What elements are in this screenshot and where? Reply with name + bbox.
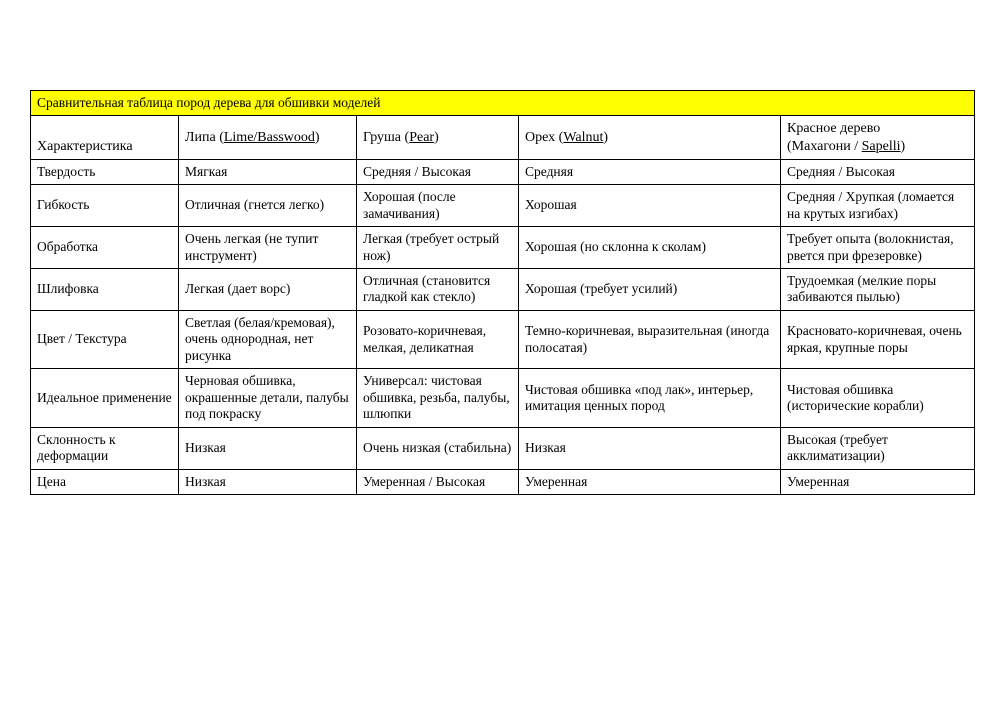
column-header-walnut [519, 116, 781, 159]
column-header-characteristic: Характеристика [31, 116, 179, 159]
cell-characteristic: Склонность к деформации [31, 427, 179, 469]
column-header-walnut-tail: ) [603, 130, 609, 145]
cell-characteristic: Шлифовка [31, 268, 179, 310]
table-header-row [31, 116, 975, 159]
column-header-mahogany-line2-main: (Махагони / [787, 138, 862, 154]
cell-pear: Легкая (требует острый нож) [357, 227, 519, 269]
cell-characteristic: Цвет / Текстура [31, 310, 179, 368]
cell-lime: Мягкая [179, 159, 357, 184]
cell-walnut: Хорошая (но склонна к сколам) [519, 227, 781, 269]
wood-comparison-table [30, 90, 975, 495]
column-header-walnut-main: Орех ( [525, 130, 564, 145]
cell-characteristic: Цена [31, 469, 179, 494]
cell-mahogany: Требует опыта (волокнистая, рвется при фрезеровке) [781, 227, 975, 269]
cell-walnut: Чистовая обшивка «под лак», интерьер, имитация ценных пород [519, 369, 781, 427]
cell-walnut: Низкая [519, 427, 781, 469]
column-header-mahogany-line1: Красное дерево [787, 121, 881, 137]
column-header-mahogany [781, 116, 975, 159]
cell-characteristic: Гибкость [31, 185, 179, 227]
cell-characteristic: Твердость [31, 159, 179, 184]
cell-lime: Низкая [179, 427, 357, 469]
cell-pear: Хорошая (после замачивания) [357, 185, 519, 227]
table-row [31, 159, 975, 184]
cell-lime: Светлая (белая/кремовая), очень однородная, нет рисунка [179, 310, 357, 368]
column-header-lime-underlined: Lime/Basswood [223, 130, 315, 145]
cell-characteristic: Обработка [31, 227, 179, 269]
table-row [31, 310, 975, 368]
cell-pear: Универсал: чистовая обшивка, резьба, палубы, шлюпки [357, 369, 519, 427]
cell-characteristic: Идеальное применение [31, 369, 179, 427]
column-header-lime-tail: ) [314, 130, 320, 145]
table-row [31, 469, 975, 494]
column-header-lime [179, 116, 357, 159]
cell-mahogany: Чистовая обшивка (исторические корабли) [781, 369, 975, 427]
cell-pear: Очень низкая (стабильна) [357, 427, 519, 469]
cell-mahogany: Красновато-коричневая, очень яркая, крупные поры [781, 310, 975, 368]
cell-pear: Отличная (становится гладкой как стекло) [357, 268, 519, 310]
cell-mahogany: Средняя / Высокая [781, 159, 975, 184]
cell-pear: Средняя / Высокая [357, 159, 519, 184]
table-row [31, 427, 975, 469]
column-header-mahogany-line2-tail: ) [900, 138, 906, 154]
column-header-pear-underlined: Pear [409, 130, 435, 145]
cell-pear: Розовато-коричневая, мелкая, деликатная [357, 310, 519, 368]
cell-mahogany: Трудоемкая (мелкие поры забиваются пылью) [781, 268, 975, 310]
cell-lime: Низкая [179, 469, 357, 494]
cell-pear: Умеренная / Высокая [357, 469, 519, 494]
table-row [31, 227, 975, 269]
cell-walnut: Хорошая [519, 185, 781, 227]
table-title: Сравнительная таблица пород дерева для обшивки моделей [31, 91, 975, 116]
cell-walnut: Темно-коричневая, выразительная (иногда полосатая) [519, 310, 781, 368]
table-row [31, 268, 975, 310]
comparison-table-container [30, 90, 974, 495]
column-header-pear-main: Груша ( [363, 130, 410, 145]
cell-mahogany: Средняя / Хрупкая (ломается на крутых изгибах) [781, 185, 975, 227]
column-header-pear [357, 116, 519, 159]
cell-mahogany: Высокая (требует акклиматизации) [781, 427, 975, 469]
cell-lime: Отличная (гнется легко) [179, 185, 357, 227]
cell-walnut: Средняя [519, 159, 781, 184]
cell-walnut: Хорошая (требует усилий) [519, 268, 781, 310]
table-title-row [31, 91, 975, 116]
cell-lime: Легкая (дает ворс) [179, 268, 357, 310]
cell-mahogany: Умеренная [781, 469, 975, 494]
cell-walnut: Умеренная [519, 469, 781, 494]
cell-lime: Черновая обшивка, окрашенные детали, палубы под покраску [179, 369, 357, 427]
table-row [31, 369, 975, 427]
table-row [31, 185, 975, 227]
cell-lime: Очень легкая (не тупит инструмент) [179, 227, 357, 269]
column-header-walnut-underlined: Walnut [563, 130, 604, 145]
column-header-pear-tail: ) [434, 130, 439, 145]
column-header-lime-main: Липа ( [185, 130, 224, 145]
column-header-mahogany-line2-underlined: Sapelli [861, 138, 901, 154]
